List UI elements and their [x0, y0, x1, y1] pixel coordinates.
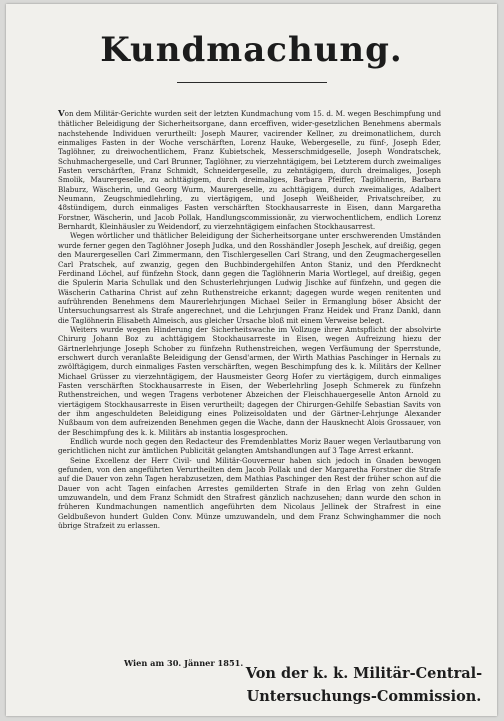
- paragraph-2: Wegen wörtlicher und thätlicher Beleidigung der Sicherheitsorgane unter erschwerenden Umständen wurde ferner gegen den Taglöhner Joseph Judka, und den Rosshändler Joseph Jeschek, auf dreißig, gegen den Maurergesellen Carl Zimmermann, den Tischlergesellen Carl Strang, und den Zeugmachergesellen Carl Pratschek, auf zwanzig, gegen den Buchbindergehilfen Anton Staniz, und den Pferdknecht Ferdinand Löchel, auf fünfzehn Stock, dann gegen die Taglöhnerin Maria Wortlegel, auf dreißig, gegen die Spulerin Maria Schullak und den Schusterlehrjungen Ludwig Jischke auf fünfzehn, und gegen die Wäscherin Catharina Christ auf zehn Ruthenstreiche erkannt; dagegen wurde wegen renitenten und aufrührenden Benehmens dem Maurerlehrjungen Michael Seiler in Ermanglung böser Absicht der Untersuchungsarrest als Strafe angerechnet, und die Lehrjungen Franz Heidek und Franz Dankl, dann die Taglöhnerin Elisabeth Almeisch, aus gleicher Ursache bloß mit einem Verweise belegt.: [58, 231, 441, 325]
- paragraph-1-text: on dem Militär-Gerichte wurden seit der letzten Kundmachung vom 15. d. M. wegen Beschimpfung und thätlicher Beleidigung der Sicherheitsorgane, dann erceffiven, wider-gesetzlichen Benehmens abermals nachstehende Individuen verurtheilt: Joseph Maurer, vacirender Kellner, zu dreimonatlichem, durch einmaliges Fasten in der Woche verschärften, Lorenz Hauke, Webergeselle, zu fünf-, Joseph Eder, Taglöhner, zu dreiwochentlichem, Franz Kubietschek, Messerschmidgeselle, Joseph Wondratschek, Schuhmachergeselle, und Carl Brunner, Taglöhner, zu vierzehntägigem, bei Letzterem durch zweimaliges Fasten verschärften, Franz Schmidt, Schneidergeselle, zu zehntägigem, durch dreimaliges, Joseph Smolik, Maurergeselle, zu achttägigem, durch dreimaliges, Barbara Pfeiffer, Taglöhnerin, Barbara Blaburz, Wäscherin, und Georg Wurm, Maurergeselle, zu achttägigem, durch zweimaliges, Adalbert Neumann, Zeugschmiedlehrling, zu viertägigem, und Joseph Weißheider, Privatschreiber, zu 48stündigem, durch einmaliges Fasten verschärften Stockhausarreste in Eisen, dann Margaretha Forstner, Wäscherin, und Jacob Pollak, Handlungscommissionär, zu vierwochentlichem, endlich Lorenz Bernhardt, Kleinhäusler zu Weidendorf, zu vierzehntägigem einfachen Stockhausarrest.: [58, 109, 441, 232]
- document-date: Wien am 30. Jänner 1851.: [124, 658, 244, 668]
- signature-block: [234, 662, 494, 708]
- paragraph-4: Endlich wurde noch gegen den Redacteur des Fremdenblattes Moriz Bauer wegen Verlautbarung von gerichtlichen nicht zur ämtlichen Publicität gelangten Amtshandlungen auf 3 Tage Arrest erkannt.: [58, 437, 441, 456]
- proclamation-sheet: [6, 4, 497, 716]
- document-body: [58, 109, 441, 530]
- dropcap: V: [58, 109, 65, 119]
- document-title: Kundmachung.: [100, 30, 403, 70]
- paragraph-3: Weiters wurde wegen Hinderung der Sicherheitswache im Vollzuge ihrer Amtspflicht der absolvirte Chirurg Johann Boz zu achttägigem Stockhausarreste in Eisen, wegen Aufreizung hiezu der Gärtnerlehrjunge Joseph Schober zu fünfzehn Ruthenstreichen, wegen Verfäumung der Sperrstunde, erschwert durch veranlaßte Beleidigung der Gensd'armen, der Wirth Mathias Paschinger in Hernals zu zwölftägigem, durch einmaliges Fasten verschärften, wegen Beschimpfung des k. k. Militärs der Kellner Michael Grüsser zu vierzehntägigem, der Hausmeister Georg Hofer zu viertägigem, durch einmaliges Fasten verschärften Stockhausarreste in Eisen, der Weberlehrling Joseph Schmerek zu fünfzehn Ruthenstreichen, und wegen Tragens verbotener Abzeichen der Fleischhauergeselle Anton Arnold zu viertägigem Stockhausarreste in Eisen verurtheilt; dagegen der Chirurgen-Gehilfe Sebastian Savits von der ihm angeschuldeten Beleidigung eines Polizeisoldaten und der Gärtner-Lehrjunge Alexander Nußbaum von dem aufreizenden Benehmen gegen die Wache, dann der Hausknecht Alois Grossauer, von der Beschimpfung des k. k. Militärs ab instantia losgesprochen.: [58, 324, 441, 437]
- signature-line-1: Von der k. k. Militär-Central-: [245, 665, 483, 682]
- title-rule: [177, 82, 327, 83]
- signature-line-2: Untersuchungs-Commission.: [246, 688, 482, 705]
- paragraph-1: [58, 109, 441, 231]
- paragraph-5: Seine Excellenz der Herr Civil- und Militär-Gouverneur haben sich jedoch in Gnaden bewogen gefunden, von den angeführten Verurtheilten dem Jacob Pollak und der Margaretha Forstner die Strafe auf die Dauer von zehn Tagen herabzusetzen, dem Mathias Paschinger den Rest der früher schon auf die Dauer von acht Tagen einfachen Arrestes gemilderten Strafe in den Erlag von zehn Gulden umzuwandeln, und dem Franz Schmidt den Strafrest gänzlich nachzusehen; dann wurde den schon in früheren Kundmachungen namentlich angeführten dem Nicolaus Jellinek der Strafrest in eine Geldbußevon hundert Gulden Conv. Münze umzuwandeln, und dem Franz Schwinghammer die noch übrige Strafzeit zu erlassen.: [58, 455, 441, 531]
